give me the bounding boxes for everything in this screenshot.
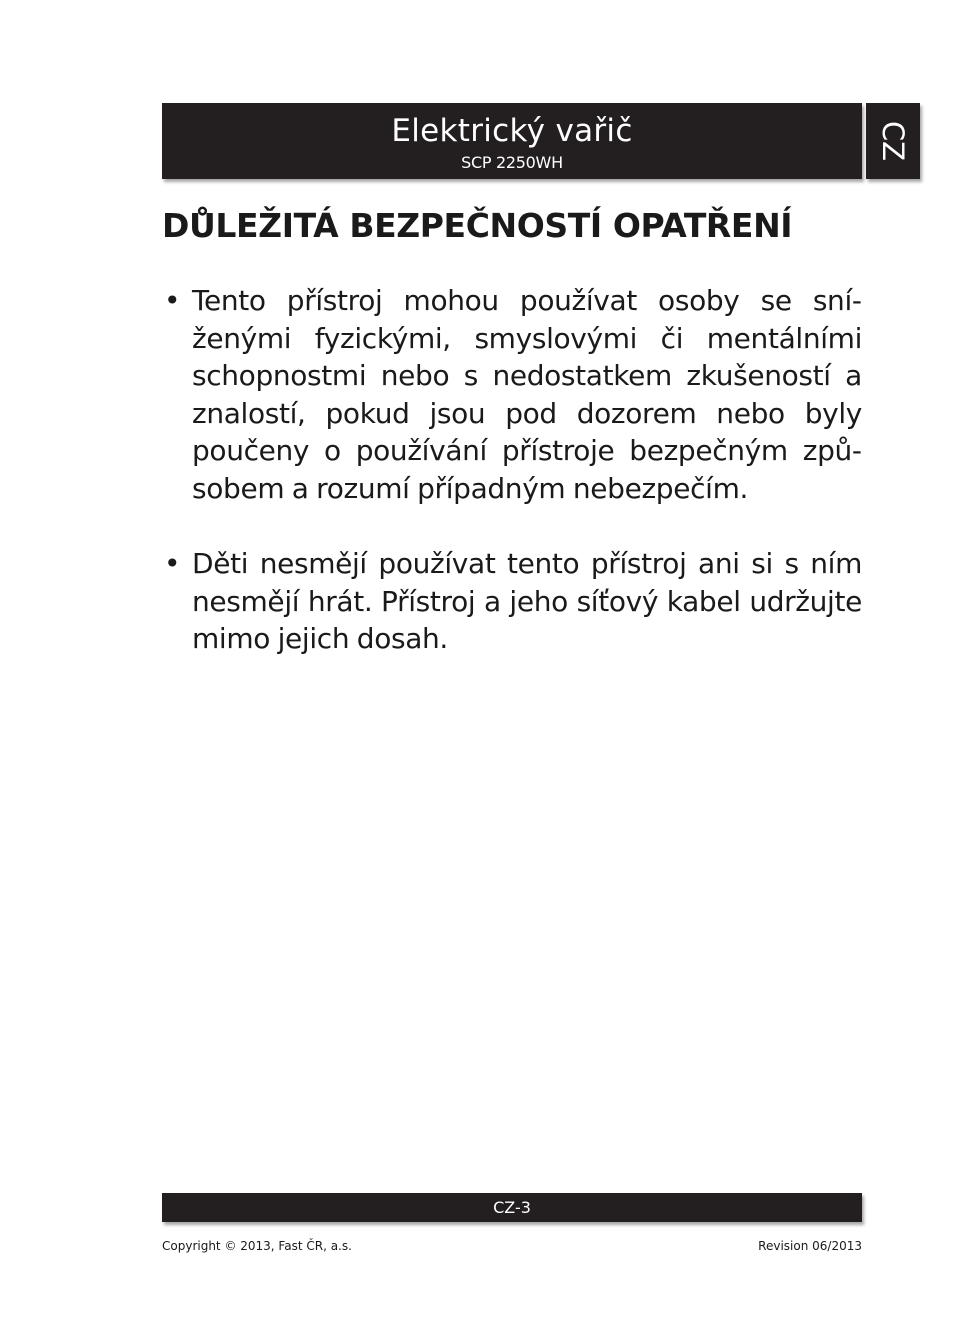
header-bar	[162, 103, 862, 179]
list-item	[162, 545, 862, 658]
copyright-notice: Copyright © 2013, Fast ČR, a.s.	[162, 1239, 352, 1253]
document-title: Elektrický vařič	[391, 113, 633, 149]
section-title: DŮLEŽITÁ BEZPEČNOSTÍ OPATŘENÍ	[162, 206, 793, 245]
model-number: SCP 2250WH	[461, 153, 563, 172]
list-item	[162, 282, 862, 507]
bullet-icon: •	[164, 547, 181, 580]
page-number: CZ-3	[493, 1198, 531, 1217]
safety-list	[162, 282, 862, 658]
revision-label: Revision 06/2013	[758, 1239, 862, 1253]
bullet-icon: •	[164, 284, 181, 317]
language-tab-label: CZ	[876, 120, 910, 162]
list-item-text: Děti nesmějí používat tento přístroj ani si s ním nesmějí hrát. Přístroj a jeho síťový kabel udržujte mimo jejich dosah.	[192, 547, 862, 655]
list-item-text: Tento přístroj mohou používat osoby se sníženými fyzickými, smyslovými či mentálními schopnostmi nebo s nedostatkem zkušeností a znalostí, pokud jsou pod dozorem nebo byly poučeny o používání přístroje bezpečným způsobem a rozumí případným nebezpečím.	[192, 284, 862, 505]
language-tab	[866, 103, 920, 179]
footer-bar	[162, 1193, 862, 1222]
